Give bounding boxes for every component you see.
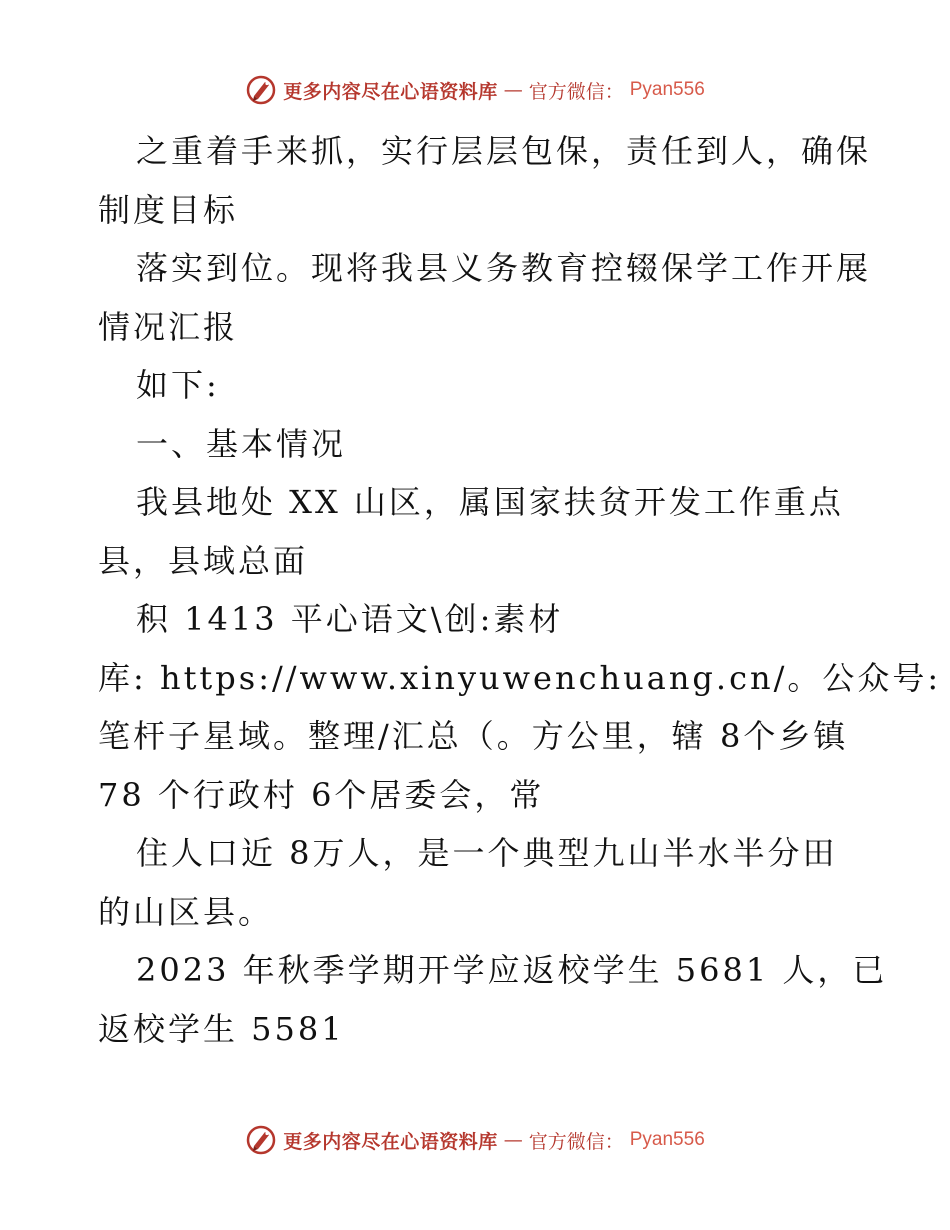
watermark-text: 更多内容尽在心语资料库	[283, 80, 498, 103]
footer-watermark	[0, 1120, 950, 1160]
body-line: 我县地处 XX 山区，属国家扶贫开发工作重点	[136, 483, 844, 521]
wechat-id: Pyan556	[629, 79, 705, 100]
document-body	[98, 122, 942, 1058]
body-line: 情况汇报	[98, 307, 239, 346]
body-line: 返校学生 5581	[98, 1009, 345, 1048]
body-line: 库: https://www.xinyuwenchuang.cn/。公众号:	[98, 658, 942, 697]
wechat-label: 官方微信：	[528, 1130, 624, 1153]
body-line: 如下:	[136, 366, 220, 404]
watermark-banner	[245, 1124, 705, 1156]
body-line: 的山区县。	[98, 892, 274, 931]
brand-logo-icon	[245, 74, 277, 106]
body-line: 县，县域总面	[98, 541, 309, 580]
wechat-id: Pyan556	[629, 1129, 705, 1150]
body-line: 78 个行政村 6个居委会，常	[98, 775, 545, 814]
header-watermark	[0, 70, 950, 110]
watermark-separator: —	[503, 79, 523, 101]
body-line: 制度目标	[98, 190, 239, 229]
wechat-label: 官方微信：	[528, 80, 624, 103]
watermark-text: 更多内容尽在心语资料库	[283, 1130, 498, 1153]
section-heading: 一、基本情况	[136, 424, 347, 463]
body-line: 落实到位。现将我县义务教育控辍保学工作开展	[136, 249, 872, 287]
watermark-banner	[245, 74, 705, 106]
body-line: 住人口近 8万人，是一个典型九山半水半分田	[136, 834, 838, 872]
brand-logo-icon	[245, 1124, 277, 1156]
body-line: 之重着手来抓，实行层层包保，责任到人，确保	[136, 132, 872, 170]
body-line: 2023 年秋季学期开学应返校学生 5681 人，已	[136, 951, 888, 989]
body-line: 笔杆子星域。整理/汇总（。方公里，辖 8个乡镇	[98, 717, 849, 755]
watermark-separator: —	[503, 1129, 523, 1151]
body-line: 积 1413 平心语文\创:素材	[136, 600, 564, 638]
